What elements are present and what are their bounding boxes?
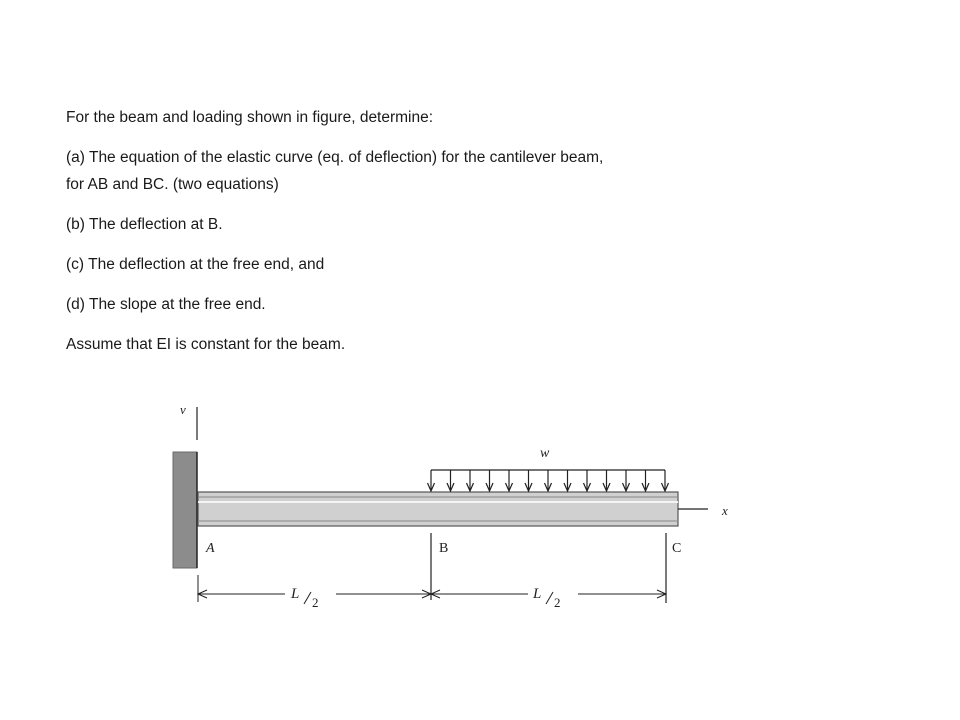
dim-left-numerator: L	[291, 586, 300, 602]
assumption-text: Assume that EI is constant for the beam.	[66, 336, 346, 353]
part-c: (c) The deflection at the free end, and	[66, 256, 325, 273]
point-a-label: A	[206, 541, 215, 556]
part-a-line2: for AB and BC. (two equations)	[66, 176, 279, 193]
dim-right-slash	[546, 592, 553, 604]
dim-right-denominator: 2	[554, 595, 561, 610]
fixed-support-wall	[173, 452, 197, 568]
problem-intro: For the beam and loading shown in figure, determine:	[66, 109, 434, 126]
dim-left-slash	[304, 592, 311, 604]
dim-left-denominator: 2	[312, 595, 319, 610]
v-axis-label: v	[180, 402, 186, 417]
part-b: (b) The deflection at B.	[66, 216, 223, 233]
dim-right-numerator: L	[533, 586, 542, 602]
point-c-label: C	[672, 541, 682, 556]
part-d: (d) The slope at the free end.	[66, 296, 266, 313]
load-label: w	[540, 446, 550, 461]
point-b-label: B	[439, 541, 449, 556]
x-axis-label: x	[722, 503, 728, 518]
distributed-load-arrows	[428, 470, 669, 491]
part-a-line1: (a) The equation of the elastic curve (eq. of deflection) for the cantilever beam,	[66, 149, 604, 166]
